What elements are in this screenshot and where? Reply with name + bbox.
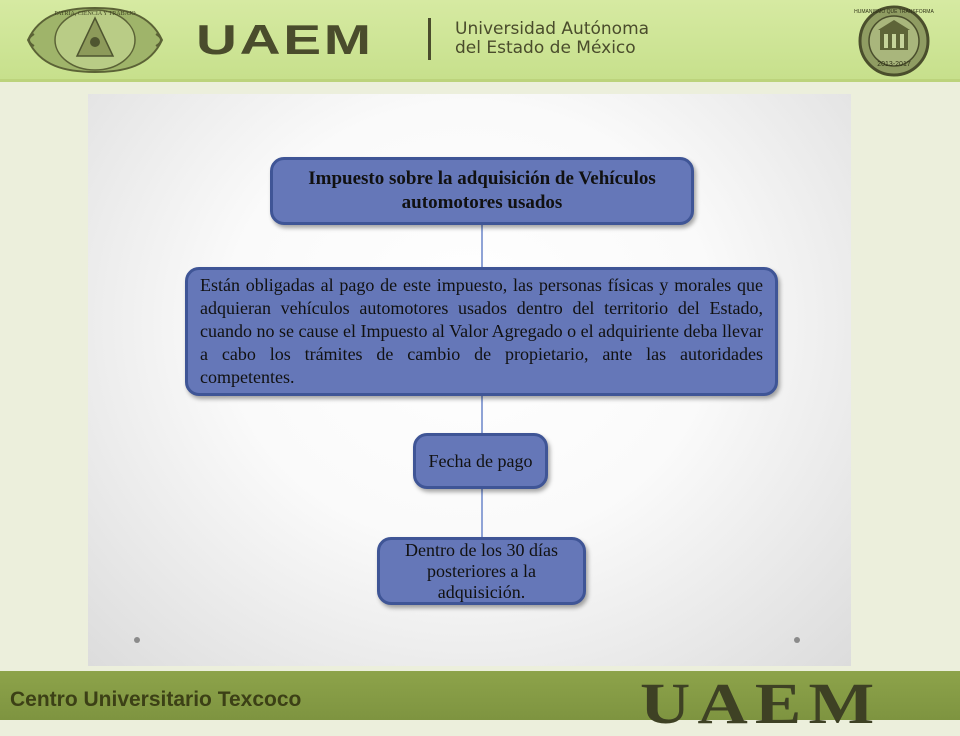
- svg-text:PATRIA, CIENCIA Y TRABAJO: PATRIA, CIENCIA Y TRABAJO: [54, 11, 136, 17]
- connector-line: [481, 225, 483, 267]
- connector-line: [481, 489, 483, 537]
- university-seal-left-icon: [20, 4, 170, 76]
- footer-bar: [0, 671, 960, 736]
- bullet-dot: [134, 637, 140, 643]
- connector-line: [481, 396, 483, 433]
- university-name-line-1: Universidad Autónoma: [455, 19, 650, 39]
- svg-text:2013-2017: 2013-2017: [877, 61, 911, 68]
- university-name-line-2: del Estado de México: [455, 38, 636, 58]
- anniversary-seal-icon: [842, 4, 946, 78]
- deadline-text: Dentro de los 30 días posteriores a la adquisición.: [405, 539, 558, 602]
- obligation-description-box: [185, 267, 778, 396]
- payment-date-label: Fecha de pago: [428, 451, 533, 471]
- header-banner: [0, 0, 960, 82]
- diagram-title-box: [270, 157, 694, 225]
- svg-text:HUMANISMO QUE TRANSFORMA: HUMANISMO QUE TRANSFORMA: [854, 9, 934, 15]
- diagram-slide: [88, 94, 851, 666]
- campus-label: Centro Universitario Texcoco: [10, 688, 302, 711]
- payment-date-box: [413, 433, 548, 489]
- university-name: [455, 20, 649, 58]
- obligation-description-text: Están obligadas al pago de este impuesto, las personas físicas y morales que adquieran vehículos automotores usados dentro del territorio del Estado, cuando no se cause el Impuesto al Valor Agregado o el adquiriente deba llevar a cabo los trámites de cambio de propietario, ante las autoridades competentes.: [200, 275, 763, 387]
- bullet-dot: [794, 637, 800, 643]
- logo-divider: [428, 18, 431, 60]
- uaem-logo-text: UAEM: [196, 16, 374, 63]
- diagram-title-text: Impuesto sobre la adquisición de Vehículos automotores usados: [308, 168, 656, 213]
- deadline-box: [377, 537, 586, 605]
- footer-uaem-logo: UAEM: [640, 671, 882, 736]
